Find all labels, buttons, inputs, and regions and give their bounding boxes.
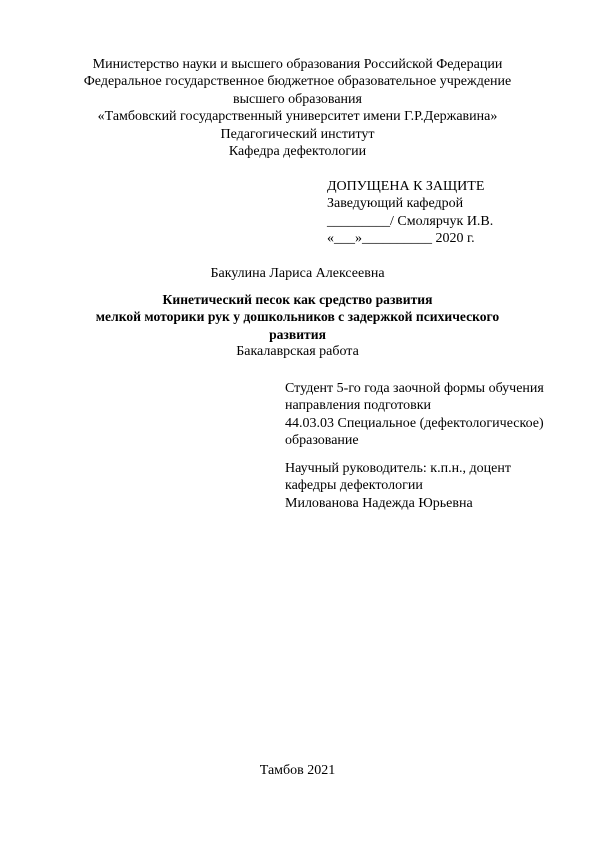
- thesis-title-line-2: мелкой моторики рук у дошкольников с задержкой психического: [95, 309, 500, 325]
- institute-line: Педагогический институт: [220, 126, 375, 142]
- department-line: Кафедра дефектологии: [228, 144, 367, 160]
- student-info-line-2: направления подготовки: [285, 398, 432, 414]
- student-info-line-1: Студент 5-го года заочной формы обучения: [285, 381, 544, 396]
- approval-status: ДОПУЩЕНА К ЗАЩИТЕ: [327, 179, 485, 194]
- thesis-title-line-3: развития: [269, 326, 326, 342]
- city-year: Тамбов 2021: [259, 763, 336, 778]
- institution-type-line: Федеральное государственное бюджетное образовательное учреждение: [83, 74, 512, 90]
- university-name-line: «Тамбовский государственный университет имени Г.Р.Державина»: [97, 109, 498, 125]
- supervisor-name: Милованова Надежда Юрьевна: [285, 495, 473, 511]
- approval-position: Заведующий кафедрой: [327, 196, 464, 212]
- institution-header: [0, 56, 595, 160]
- thesis-title-block: [0, 291, 595, 361]
- approval-block: [327, 178, 577, 248]
- work-type: Бакалаврская работа: [236, 344, 359, 360]
- education-level-line: высшего образования: [233, 91, 362, 107]
- thesis-title-line-1: Кинетический песок как средство развития: [162, 292, 433, 307]
- supervisor-info-line-2: кафедры дефектологии: [285, 478, 423, 494]
- student-info-line-4: образование: [285, 433, 359, 449]
- student-info-line-3: 44.03.03 Специальное (дефектологическое): [285, 415, 544, 431]
- supervisor-info-line-1: Научный руководитель: к.п.н., доцент: [285, 461, 511, 476]
- ministry-line: Министерство науки и высшего образования Российской Федерации: [92, 57, 503, 72]
- student-info-block: [285, 380, 580, 450]
- supervisor-info-block: [285, 460, 580, 512]
- approval-date-line: «___»__________ 2020 г.: [327, 231, 475, 247]
- approval-signature-line: _________/ Смолярчук И.В.: [327, 213, 494, 229]
- author-name: Бакулина Лариса Алексеевна: [210, 266, 385, 281]
